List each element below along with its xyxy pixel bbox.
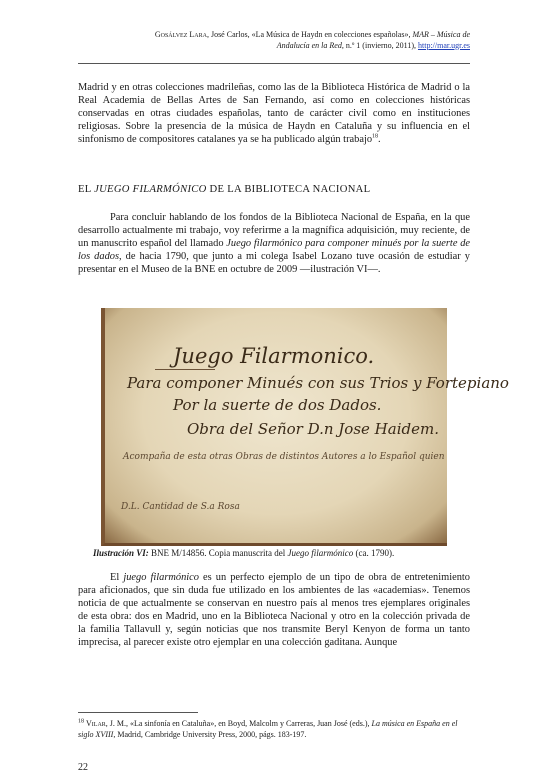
paragraph-1: Madrid y en otras colecciones madrileñas, como las de la Biblioteca Histórica de Madrid o la Real Academia de Bellas Artes de San Fernando, así como en colecciones históricas conservadas en otras ciudades españolas, tanto de carácter civil como en instituciones religiosas. Sobre la presencia de la música de Haydn en Cataluña y su influencia en el sinfonismo de compositores catalanes ya se ha publicado algún trabajo$^{18}$.	[78, 82, 470, 145]
paragraph-3-text: es un perfecto ejemplo de un tipo de obra de entretenimiento para aficionados, que sin duda fue utilizado en los ambientes de las «academias». Tenemos noticia de que actualmente se conservan en nuestro país al menos tres ejemplares originales de esta obra: dos en Madrid, uno en la Biblioteca Nacional y otro en la colección privada de la familia Tallavull y, según noticias que nos transmite Beryl Kenyon de forma un tanto imprecisa, al parecer existe otro ejemplar en una colección gaditana. Aunque	[78, 572, 470, 648]
figure-caption	[93, 548, 394, 558]
footnote-author: Vilar	[86, 719, 106, 728]
footnote-rule	[78, 712, 198, 713]
manuscript-underline	[155, 369, 215, 370]
heading-prefix: EL	[78, 184, 95, 195]
page-number: 22	[78, 762, 88, 773]
caption-date: (ca. 1790).	[353, 548, 395, 558]
manuscript-line-2: Para componer Minués con sus Trios y Fortepiano	[127, 374, 509, 392]
paragraph-1-text: Madrid y en otras colecciones madrileñas, como las de la Biblioteca Histórica de Madrid o la Real Academia de Bellas Artes de San Fernando, así como en colecciones históricas conservadas en otras ciudades españolas, tanto de carácter civil como en instituciones religiosas. Sobre la presencia de la música de Haydn en Cataluña y su influencia en el sinfonismo de compositores catalanes ya se ha publicado algún trabajo	[78, 82, 470, 145]
header-journal: MAR – Música de	[412, 30, 470, 39]
section-heading	[78, 184, 370, 195]
paragraph-3	[78, 572, 470, 649]
caption-label: Ilustración VI:	[93, 548, 149, 558]
header-author: Gosálvez Lara	[154, 30, 207, 39]
running-header	[78, 30, 470, 51]
manuscript-title: Juego Filarmonico.	[173, 344, 375, 368]
footnote-ref[interactable]: 18	[372, 133, 379, 140]
manuscript-photo	[101, 308, 509, 546]
footnote	[78, 718, 470, 740]
paragraph-2-text-end: , de hacia 1790, que junto a mi colega Isabel Lozano tuve ocasión de estudiar y presentar en el Museo de la BNE en octubre de 2009 —ilustración VI—.	[78, 250, 470, 275]
footnote-book-title: La música en España en el siglo XVIII	[78, 719, 458, 739]
manuscript-line-5: Acompaña de esta otras Obras de distintos Autores a lo Español quien	[123, 452, 445, 462]
heading-suffix: DE LA BIBLIOTECA NACIONAL	[206, 184, 371, 195]
paragraph-3-title: juego filarmónico	[123, 572, 199, 583]
heading-italic: JUEGO FILARMÓNICO	[94, 184, 207, 195]
header-issue: , n.º 1 (invierno, 2011),	[341, 40, 418, 50]
caption-title: Juego filarmónico	[287, 548, 354, 558]
header-journal-subtitle: Andalucía en la Red	[276, 40, 342, 50]
paragraph-2-text: Para concluir hablando de los fondos de la Biblioteca Nacional de España, en la que desarrollo actualmente mi trabajo, voy referirme a la magnífica adquisición, muy reciente, de un manuscrito español del llamado	[78, 212, 470, 249]
manuscript-line-6: D.L. Cantidad de S.a Rosa	[121, 502, 240, 512]
footnote-publisher: , Madrid, Cambridge University Press, 2000, págs. 183-197.	[113, 730, 307, 739]
footnote-text: , J. M., «La sinfonía en Cataluña», en Boyd, Malcolm y Carreras, Juan José (eds.),	[105, 719, 372, 728]
paragraph-2	[78, 212, 470, 277]
header-citation: , José Carlos, «La Música de Haydn en colecciones españolas»,	[206, 30, 413, 39]
footnote-number: 18	[78, 718, 84, 725]
paragraph-2-title: Juego filarmónico para componer minués por la suerte de los dados	[78, 237, 471, 262]
paragraph-3-start: El	[110, 572, 124, 583]
manuscript-line-3: Por la suerte de dos Dados.	[173, 396, 382, 414]
manuscript-line-4: Obra del Señor D.n Jose Haidem.	[187, 420, 439, 438]
caption-text: BNE M/14856. Copia manuscrita del	[148, 548, 288, 558]
header-url-link[interactable]: http://mar.ugr.es	[418, 40, 470, 50]
header-rule	[78, 63, 470, 64]
